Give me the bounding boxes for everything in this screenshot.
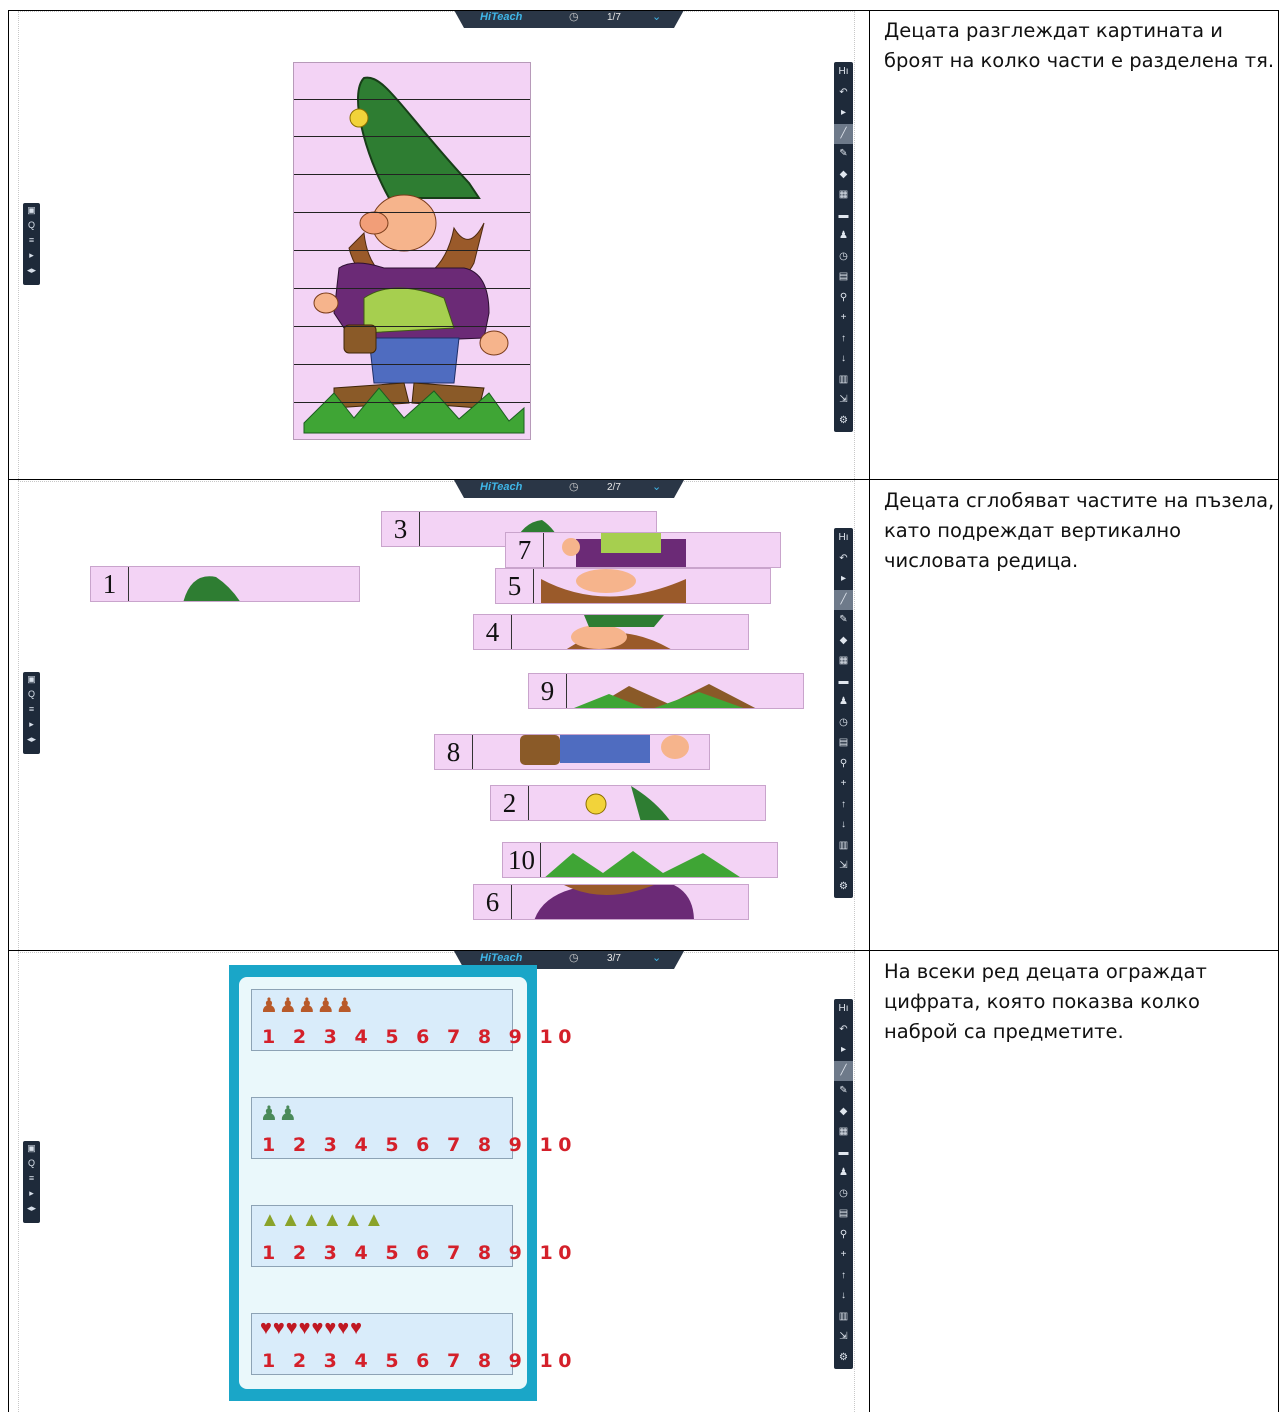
page-indicator: 3/7 [607,953,621,964]
trash-icon[interactable]: ▥ [838,839,849,851]
highlighter-icon[interactable]: ▬ [838,675,849,687]
puzzle-strip-6[interactable] [473,884,749,920]
hiteach-topbar[interactable] [454,480,684,498]
search-icon[interactable]: Q [27,220,35,230]
hi-icon[interactable]: Hı [838,66,849,77]
cursor-icon[interactable]: ▸ [840,107,847,118]
strip-number: 1 [91,567,129,601]
search-icon[interactable]: Q [27,1158,35,1168]
hi-icon[interactable]: Hı [838,1003,849,1014]
hiteach-brand: HiTeach [480,952,523,964]
row-1-description: Децата разглеждат картината и броят на колко части е разделена тя. [884,19,1275,72]
trash-icon[interactable]: ▥ [838,1310,849,1322]
eraser-icon[interactable]: ◆ [839,168,848,180]
row-2 [8,480,1279,950]
timer-icon[interactable]: ◷ [569,952,579,964]
puzzle-strip-2[interactable] [490,785,766,821]
row-3 [8,951,1279,1412]
worksheet-row-4[interactable] [251,1313,577,1375]
screenshot-1 [8,10,869,479]
timer-icon[interactable]: ◷ [569,481,579,493]
worksheet-row-1[interactable] [251,989,577,1051]
zoom-icon[interactable]: ⚲ [839,757,848,769]
undo-icon[interactable]: ↶ [839,1023,848,1035]
strip-number: 10 [503,843,541,877]
left-toolbar[interactable] [23,672,40,754]
plus-icon[interactable]: + [840,1249,847,1260]
zoom-icon[interactable]: ⚲ [839,1228,848,1240]
hiteach-brand: HiTeach [480,481,523,493]
timer-icon[interactable]: ◷ [569,11,579,23]
right-toolbar[interactable] [834,62,853,432]
user-icon[interactable]: ♟ [839,230,848,241]
puzzle-strip-4[interactable] [473,614,749,650]
brush-icon[interactable]: ✎ [839,614,848,625]
right-toolbar[interactable] [834,999,853,1369]
resize-icon[interactable]: ⇲ [839,394,848,405]
counting-worksheet [229,965,577,1401]
strip-number: 6 [474,885,512,919]
pointer-icon[interactable]: ▸ [29,250,34,260]
hi-icon[interactable]: Hı [838,532,849,543]
up-icon[interactable]: ↑ [841,798,846,810]
number-line[interactable]: 1 2 3 4 5 6 7 8 9 10 [262,1350,577,1372]
page-indicator: 2/7 [607,482,621,493]
strip-number: 4 [474,615,512,649]
calendar-icon[interactable]: ▤ [838,737,849,748]
row-3-description: На всеки ред децата ограждат цифрата, която показва колко наброй са предметите. [884,960,1207,1043]
sound-icon[interactable]: ◂▸ [26,1203,37,1213]
gnome-items: ♟♟♟♟♟ [260,995,355,1017]
left-toolbar[interactable] [23,1141,40,1223]
strip-number: 5 [496,569,534,603]
puzzle-strip-10[interactable] [502,842,778,878]
calendar-icon[interactable]: ▤ [838,1208,849,1219]
number-line[interactable]: 1 2 3 4 5 6 7 8 9 10 [262,1134,577,1156]
calendar-icon[interactable]: ▤ [838,271,849,282]
right-toolbar[interactable] [834,528,853,898]
image-icon[interactable]: ▣ [27,1143,36,1153]
highlighter-icon[interactable]: ▬ [838,1146,849,1158]
settings-icon[interactable]: ⚙ [839,1351,848,1363]
puzzle-strip-5[interactable] [495,568,771,604]
row-2-description: Децата сглобяват частите на пъзела, като подреждат вертикално числовата редица. [884,489,1275,572]
list-icon[interactable]: ≡ [28,704,35,714]
brush-icon[interactable]: ✎ [839,148,848,159]
sound-icon[interactable]: ◂▸ [26,734,37,744]
number-line[interactable]: 1 2 3 4 5 6 7 8 9 10 [262,1026,577,1048]
left-toolbar[interactable] [23,203,40,285]
puzzle-strip-9[interactable] [528,673,804,709]
trash-icon[interactable]: ▥ [838,373,849,385]
screenshot-3 [8,951,869,1412]
gnome-items: ♟♟ [260,1103,298,1125]
strip-number: 7 [506,533,544,567]
puzzle-strip-1[interactable] [90,566,360,602]
hiteach-brand: HiTeach [480,11,523,23]
resize-icon[interactable]: ⇲ [839,860,848,871]
lesson-table [8,10,1279,1412]
pointer-icon[interactable]: ▸ [29,1188,34,1198]
zoom-icon[interactable]: ⚲ [839,291,848,303]
puzzle-strip-7[interactable] [505,532,781,568]
image-icon[interactable]: ▣ [27,674,36,684]
brush-icon[interactable]: ✎ [839,1085,848,1096]
up-icon[interactable]: ↑ [841,332,846,344]
list-icon[interactable]: ≡ [28,235,35,245]
sound-icon[interactable]: ◂▸ [26,265,37,275]
resize-icon[interactable]: ⇲ [839,1331,848,1342]
timer-icon[interactable]: ◷ [839,250,848,262]
settings-icon[interactable]: ⚙ [839,414,848,426]
gnome-puzzle-image [293,62,531,440]
pen-icon[interactable]: ╱ [834,590,853,611]
page-indicator: 1/7 [607,12,621,23]
pen-icon[interactable]: ╱ [834,124,853,145]
strip-number: 8 [435,735,473,769]
hat-items: ▲▲▲▲▲▲ [260,1209,385,1231]
cursor-icon[interactable]: ▸ [840,1044,847,1055]
eraser-icon[interactable]: ◆ [839,634,848,646]
down-icon[interactable]: ↓ [841,1290,846,1301]
pen-icon[interactable]: ╱ [834,1061,853,1082]
settings-icon[interactable]: ⚙ [839,880,848,892]
shape-icon[interactable]: ▦ [838,655,849,666]
worksheet-row-3[interactable] [251,1205,577,1267]
highlighter-icon[interactable]: ▬ [838,209,849,221]
chevron-down-icon[interactable]: ⌄ [652,481,662,493]
timer-icon[interactable]: ◷ [839,1187,848,1199]
heart-items: ♥♥♥♥♥♥♥♥ [260,1317,363,1339]
strip-number: 9 [529,674,567,708]
screenshot-2 [8,480,869,950]
row-1 [8,10,1279,479]
worksheet-row-2[interactable] [251,1097,577,1159]
plus-icon[interactable]: + [840,778,847,789]
shape-icon[interactable]: ▦ [838,1126,849,1137]
puzzle-strip-8[interactable] [434,734,710,770]
undo-icon[interactable]: ↶ [839,86,848,98]
timer-icon[interactable]: ◷ [839,716,848,728]
list-icon[interactable]: ≡ [28,1173,35,1183]
plus-icon[interactable]: + [840,312,847,323]
search-icon[interactable]: Q [27,689,35,699]
cursor-icon[interactable]: ▸ [840,573,847,584]
eraser-icon[interactable]: ◆ [839,1105,848,1117]
chevron-down-icon[interactable]: ⌄ [652,952,662,964]
hiteach-topbar[interactable] [454,10,684,28]
image-icon[interactable]: ▣ [27,205,36,215]
user-icon[interactable]: ♟ [839,1167,848,1178]
number-line[interactable]: 1 2 3 4 5 6 7 8 9 10 [262,1242,577,1264]
shape-icon[interactable]: ▦ [838,189,849,200]
undo-icon[interactable]: ↶ [839,552,848,564]
user-icon[interactable]: ♟ [839,696,848,707]
strip-number: 2 [491,786,529,820]
up-icon[interactable]: ↑ [841,1269,846,1281]
strip-number: 3 [382,512,420,546]
down-icon[interactable]: ↓ [841,819,846,830]
down-icon[interactable]: ↓ [841,353,846,364]
pointer-icon[interactable]: ▸ [29,719,34,729]
chevron-down-icon[interactable]: ⌄ [652,11,662,23]
